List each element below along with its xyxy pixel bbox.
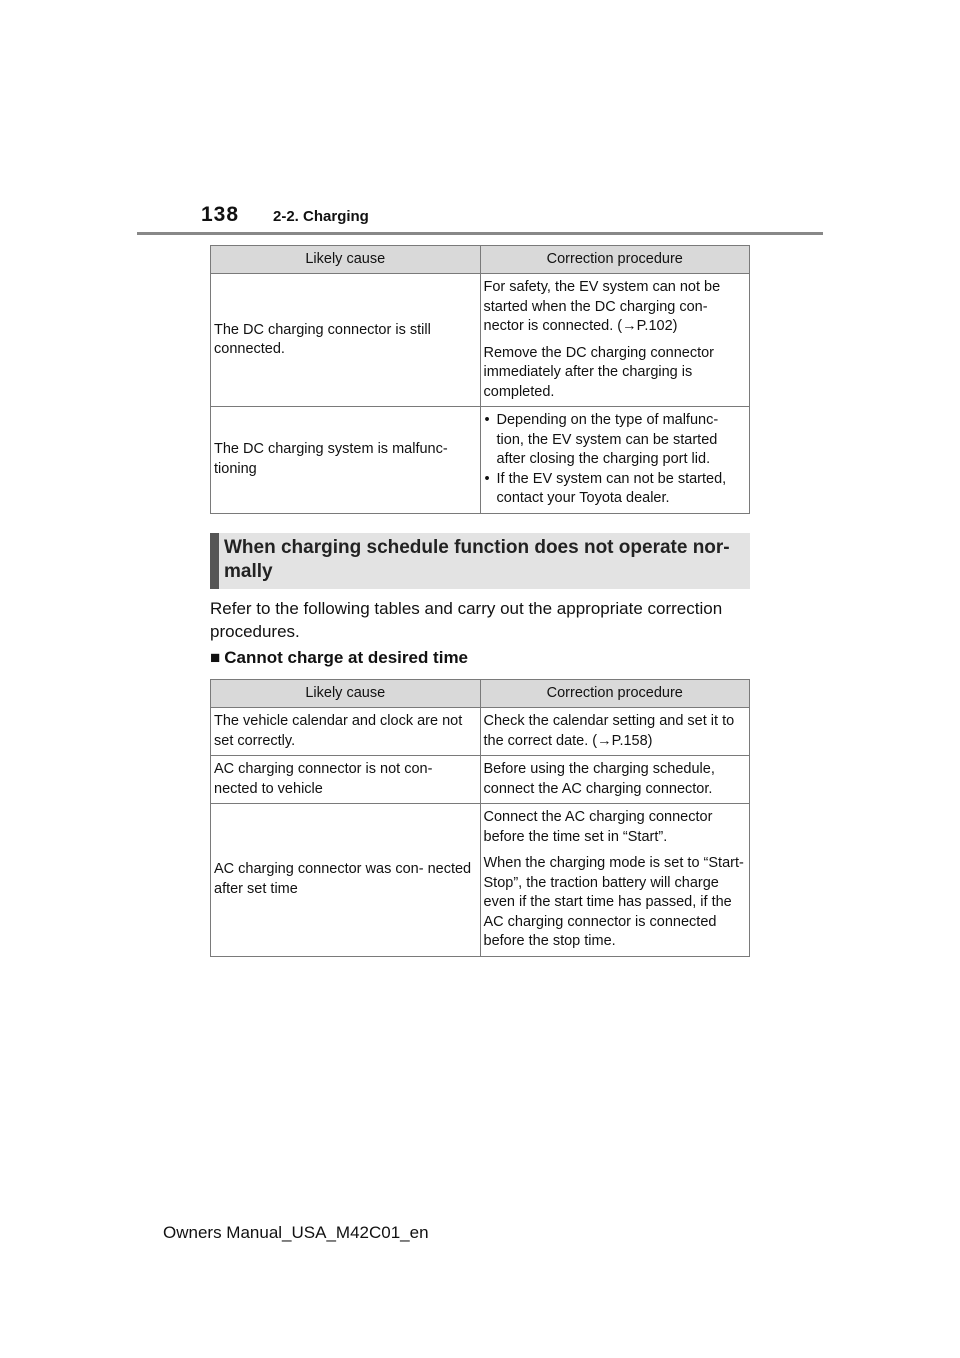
intro-paragraph: Refer to the following tables and carry out the appropriate correction procedures. (210, 599, 723, 641)
table-row (211, 274, 750, 407)
table-header-row (211, 680, 750, 708)
square-bullet-icon: ■ (210, 648, 221, 667)
procedure-bullet-list (484, 411, 747, 509)
correction-procedure-cell (480, 407, 750, 514)
column-header-correction-procedure: Correction procedure (480, 246, 750, 274)
correction-procedure-cell (480, 804, 750, 957)
procedure-bullet: • Depending on the type of malfunc- tion, the EV system can be started after closing the charging port lid. (484, 411, 747, 470)
correction-procedure-cell (480, 274, 750, 407)
dc-charging-table (210, 245, 750, 514)
page-number: 138 (201, 203, 240, 226)
likely-cause-cell: AC charging connector was con- nected after set time (211, 804, 481, 957)
correction-procedure-cell: Check the calendar setting and set it to the correct date. (→P.158) (480, 708, 750, 756)
table-row (211, 804, 750, 957)
likely-cause-cell: The DC charging system is malfunc- tioning (211, 407, 481, 514)
likely-cause-cell: AC charging connector is not con- nected to vehicle (211, 756, 481, 804)
procedure-paragraph: Remove the DC charging connector immediately after the charging is completed. (483, 344, 715, 400)
column-header-likely-cause: Likely cause (211, 680, 481, 708)
likely-cause-cell: The vehicle calendar and clock are not set correctly. (211, 708, 481, 756)
procedure-bullet: • If the EV system can not be started, contact your Toyota dealer. (484, 470, 747, 509)
procedure-paragraph: When the charging mode is set to “Start-Stop”, the traction battery will charge even if the start time has passed, if the AC charging connector is connected before the stop time. (483, 855, 744, 949)
section-heading: When charging schedule function does not operate nor- mally (224, 537, 730, 582)
table-row (211, 708, 750, 756)
likely-cause-cell: The DC charging connector is still connected. (211, 274, 481, 407)
table-row (211, 756, 750, 804)
correction-procedure-cell: Before using the charging schedule, connect the AC charging connector. (480, 756, 750, 804)
header-divider (137, 232, 823, 235)
page-header (0, 0, 960, 240)
table-header-row (211, 246, 750, 274)
column-header-correction-procedure: Correction procedure (480, 680, 750, 708)
section-title: 2-2. Charging (273, 208, 369, 225)
table-row (211, 407, 750, 514)
subheading (210, 648, 468, 668)
page-footer: Owners Manual_USA_M42C01_en (163, 1223, 429, 1242)
procedure-paragraph: For safety, the EV system can not be started when the DC charging con- nector is connected. (→P.102) (483, 279, 721, 334)
column-header-likely-cause: Likely cause (211, 246, 481, 274)
subheading-text: Cannot charge at desired time (224, 648, 469, 667)
schedule-charging-table (210, 679, 750, 957)
procedure-paragraph: Connect the AC charging connector before the time set in “Start”. (483, 809, 713, 845)
banner-accent-bar (210, 533, 219, 589)
section-banner (210, 533, 750, 589)
